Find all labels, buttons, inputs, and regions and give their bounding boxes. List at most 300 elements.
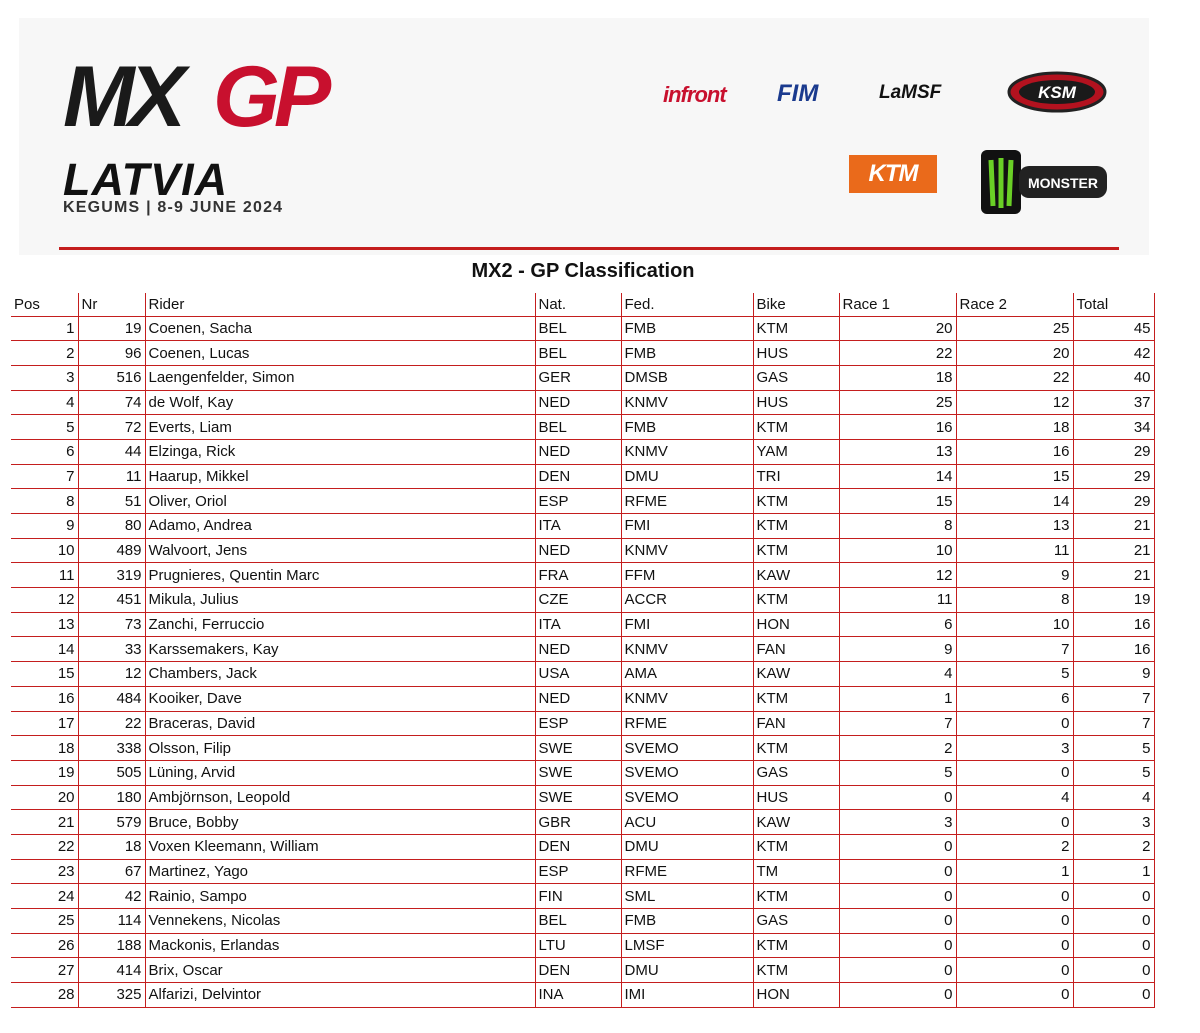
cell-rider: Laengenfelder, Simon [145, 365, 535, 390]
cell-nat: DEN [535, 464, 621, 489]
cell-pos: 4 [11, 390, 78, 415]
cell-race1: 12 [839, 563, 956, 588]
cell-nr: 414 [78, 958, 145, 983]
cell-total: 0 [1073, 884, 1154, 909]
cell-total: 21 [1073, 514, 1154, 539]
cell-race1: 25 [839, 390, 956, 415]
cell-race2: 7 [956, 637, 1073, 662]
table-row [11, 686, 1154, 711]
table-row [11, 415, 1154, 440]
cell-total: 0 [1073, 983, 1154, 1008]
cell-pos: 23 [11, 859, 78, 884]
cell-rider: Karssemakers, Kay [145, 637, 535, 662]
cell-total: 7 [1073, 686, 1154, 711]
cell-nr: 73 [78, 612, 145, 637]
cell-fed: SML [621, 884, 753, 909]
table-row [11, 810, 1154, 835]
table-row [11, 390, 1154, 415]
cell-bike: KTM [753, 686, 839, 711]
cell-race1: 10 [839, 538, 956, 563]
cell-rider: Kooiker, Dave [145, 686, 535, 711]
cell-nr: 19 [78, 316, 145, 341]
table-row [11, 662, 1154, 687]
cell-fed: DMU [621, 958, 753, 983]
cell-bike: KAW [753, 563, 839, 588]
cell-race2: 11 [956, 538, 1073, 563]
cell-total: 40 [1073, 365, 1154, 390]
cell-race2: 20 [956, 341, 1073, 366]
table-row [11, 439, 1154, 464]
cell-rider: Mackonis, Erlandas [145, 933, 535, 958]
cell-pos: 27 [11, 958, 78, 983]
cell-nr: 484 [78, 686, 145, 711]
cell-fed: SVEMO [621, 760, 753, 785]
cell-race2: 2 [956, 834, 1073, 859]
cell-bike: KTM [753, 834, 839, 859]
cell-total: 4 [1073, 785, 1154, 810]
cell-bike: HUS [753, 390, 839, 415]
cell-bike: KTM [753, 588, 839, 613]
cell-nat: ITA [535, 514, 621, 539]
col-bike: Bike [753, 293, 839, 316]
cell-nr: 22 [78, 711, 145, 736]
cell-race2: 9 [956, 563, 1073, 588]
cell-race2: 10 [956, 612, 1073, 637]
table-row [11, 785, 1154, 810]
cell-race1: 4 [839, 662, 956, 687]
cell-pos: 18 [11, 736, 78, 761]
fim-logo: FIM [777, 80, 819, 107]
cell-race1: 2 [839, 736, 956, 761]
cell-bike: HON [753, 983, 839, 1008]
cell-nr: 67 [78, 859, 145, 884]
cell-race2: 5 [956, 662, 1073, 687]
cell-nat: ITA [535, 612, 621, 637]
cell-total: 45 [1073, 316, 1154, 341]
col-pos: Pos [11, 293, 78, 316]
cell-nat: ESP [535, 859, 621, 884]
cell-race2: 16 [956, 439, 1073, 464]
cell-race2: 0 [956, 983, 1073, 1008]
cell-pos: 9 [11, 514, 78, 539]
svg-text:MONSTER: MONSTER [1028, 175, 1098, 191]
cell-nr: 74 [78, 390, 145, 415]
cell-total: 3 [1073, 810, 1154, 835]
cell-pos: 28 [11, 983, 78, 1008]
cell-rider: Brix, Oscar [145, 958, 535, 983]
col-race1: Race 1 [839, 293, 956, 316]
cell-fed: FMB [621, 909, 753, 934]
cell-total: 16 [1073, 637, 1154, 662]
cell-bike: KAW [753, 810, 839, 835]
table-row [11, 316, 1154, 341]
cell-nr: 505 [78, 760, 145, 785]
cell-rider: Rainio, Sampo [145, 884, 535, 909]
table-row [11, 341, 1154, 366]
cell-nr: 51 [78, 489, 145, 514]
cell-race2: 8 [956, 588, 1073, 613]
svg-text:MX: MX [63, 58, 180, 138]
cell-nat: DEN [535, 834, 621, 859]
cell-nat: NED [535, 637, 621, 662]
cell-race1: 0 [839, 785, 956, 810]
cell-nr: 12 [78, 662, 145, 687]
cell-pos: 17 [11, 711, 78, 736]
cell-total: 21 [1073, 563, 1154, 588]
cell-bike: HON [753, 612, 839, 637]
cell-bike: KTM [753, 958, 839, 983]
col-nr: Nr [78, 293, 145, 316]
cell-fed: LMSF [621, 933, 753, 958]
cell-nat: NED [535, 390, 621, 415]
cell-nat: BEL [535, 909, 621, 934]
cell-pos: 5 [11, 415, 78, 440]
cell-nat: NED [535, 439, 621, 464]
cell-nat: GBR [535, 810, 621, 835]
cell-nr: 579 [78, 810, 145, 835]
cell-nr: 338 [78, 736, 145, 761]
table-row [11, 365, 1154, 390]
cell-nr: 516 [78, 365, 145, 390]
cell-total: 29 [1073, 439, 1154, 464]
table-row [11, 563, 1154, 588]
cell-nat: BEL [535, 341, 621, 366]
cell-rider: Coenen, Sacha [145, 316, 535, 341]
cell-pos: 26 [11, 933, 78, 958]
col-rider: Rider [145, 293, 535, 316]
cell-nat: FRA [535, 563, 621, 588]
ksm-logo [1007, 70, 1107, 114]
table-row [11, 464, 1154, 489]
cell-pos: 13 [11, 612, 78, 637]
cell-nr: 11 [78, 464, 145, 489]
cell-race1: 7 [839, 711, 956, 736]
cell-nr: 18 [78, 834, 145, 859]
cell-total: 5 [1073, 760, 1154, 785]
table-row [11, 736, 1154, 761]
cell-race1: 5 [839, 760, 956, 785]
cell-rider: Chambers, Jack [145, 662, 535, 687]
cell-total: 21 [1073, 538, 1154, 563]
cell-rider: Zanchi, Ferruccio [145, 612, 535, 637]
cell-bike: FAN [753, 637, 839, 662]
cell-race1: 0 [839, 958, 956, 983]
cell-nat: INA [535, 983, 621, 1008]
cell-rider: Vennekens, Nicolas [145, 909, 535, 934]
cell-race1: 20 [839, 316, 956, 341]
table-row [11, 909, 1154, 934]
cell-bike: GAS [753, 365, 839, 390]
cell-nr: 72 [78, 415, 145, 440]
cell-fed: KNMV [621, 637, 753, 662]
cell-nat: DEN [535, 958, 621, 983]
cell-race2: 0 [956, 810, 1073, 835]
table-row [11, 514, 1154, 539]
cell-rider: Bruce, Bobby [145, 810, 535, 835]
cell-race1: 22 [839, 341, 956, 366]
cell-nr: 114 [78, 909, 145, 934]
cell-fed: KNMV [621, 390, 753, 415]
mxgp-logo [63, 58, 383, 138]
cell-rider: Elzinga, Rick [145, 439, 535, 464]
classification-table [11, 293, 1155, 1008]
cell-rider: Martinez, Yago [145, 859, 535, 884]
cell-bike: KTM [753, 514, 839, 539]
cell-fed: RFME [621, 859, 753, 884]
table-row [11, 538, 1154, 563]
cell-total: 19 [1073, 588, 1154, 613]
cell-race1: 0 [839, 983, 956, 1008]
cell-race2: 18 [956, 415, 1073, 440]
monster-energy-logo [981, 146, 1111, 218]
cell-total: 5 [1073, 736, 1154, 761]
cell-race1: 1 [839, 686, 956, 711]
cell-bike: GAS [753, 760, 839, 785]
cell-total: 2 [1073, 834, 1154, 859]
cell-rider: Everts, Liam [145, 415, 535, 440]
cell-race1: 13 [839, 439, 956, 464]
table-row [11, 760, 1154, 785]
cell-fed: FMI [621, 612, 753, 637]
cell-bike: KTM [753, 415, 839, 440]
table-row [11, 933, 1154, 958]
cell-nat: USA [535, 662, 621, 687]
table-row [11, 489, 1154, 514]
cell-race2: 0 [956, 909, 1073, 934]
cell-rider: Prugnieres, Quentin Marc [145, 563, 535, 588]
cell-nr: 319 [78, 563, 145, 588]
cell-race2: 6 [956, 686, 1073, 711]
event-name: LATVIA [63, 154, 229, 205]
cell-bike: KTM [753, 933, 839, 958]
cell-total: 0 [1073, 909, 1154, 934]
cell-race2: 0 [956, 958, 1073, 983]
cell-race1: 0 [839, 834, 956, 859]
cell-race2: 13 [956, 514, 1073, 539]
table-row [11, 884, 1154, 909]
cell-nr: 325 [78, 983, 145, 1008]
cell-total: 42 [1073, 341, 1154, 366]
cell-fed: SVEMO [621, 736, 753, 761]
cell-nat: SWE [535, 785, 621, 810]
results-body [11, 316, 1154, 1007]
cell-bike: HUS [753, 785, 839, 810]
header-row [11, 293, 1154, 316]
cell-bike: KTM [753, 736, 839, 761]
cell-pos: 20 [11, 785, 78, 810]
cell-rider: Coenen, Lucas [145, 341, 535, 366]
cell-nat: LTU [535, 933, 621, 958]
col-fed: Fed. [621, 293, 753, 316]
cell-race2: 14 [956, 489, 1073, 514]
cell-nr: 188 [78, 933, 145, 958]
cell-pos: 6 [11, 439, 78, 464]
cell-nat: GER [535, 365, 621, 390]
table-row [11, 834, 1154, 859]
cell-fed: DMU [621, 464, 753, 489]
cell-fed: KNMV [621, 439, 753, 464]
cell-total: 34 [1073, 415, 1154, 440]
cell-total: 7 [1073, 711, 1154, 736]
cell-rider: Haarup, Mikkel [145, 464, 535, 489]
cell-total: 1 [1073, 859, 1154, 884]
cell-nr: 451 [78, 588, 145, 613]
cell-pos: 15 [11, 662, 78, 687]
cell-total: 37 [1073, 390, 1154, 415]
lamsf-logo: LaMSF [879, 82, 942, 103]
cell-rider: Olsson, Filip [145, 736, 535, 761]
cell-fed: DMU [621, 834, 753, 859]
page-title: MX2 - GP Classification [471, 260, 695, 282]
svg-text:KSM: KSM [1038, 83, 1076, 102]
cell-race2: 0 [956, 933, 1073, 958]
cell-race1: 14 [839, 464, 956, 489]
cell-race2: 15 [956, 464, 1073, 489]
cell-nat: ESP [535, 711, 621, 736]
cell-race1: 11 [839, 588, 956, 613]
cell-nat: BEL [535, 316, 621, 341]
cell-total: 0 [1073, 958, 1154, 983]
cell-pos: 24 [11, 884, 78, 909]
cell-bike: KTM [753, 538, 839, 563]
cell-fed: FFM [621, 563, 753, 588]
cell-fed: FMB [621, 316, 753, 341]
table-row [11, 958, 1154, 983]
cell-rider: Braceras, David [145, 711, 535, 736]
ktm-logo: KTM [849, 155, 937, 193]
cell-total: 29 [1073, 489, 1154, 514]
col-total: Total [1073, 293, 1154, 316]
cell-total: 29 [1073, 464, 1154, 489]
cell-fed: KNMV [621, 538, 753, 563]
cell-rider: Mikula, Julius [145, 588, 535, 613]
cell-fed: SVEMO [621, 785, 753, 810]
cell-pos: 2 [11, 341, 78, 366]
cell-pos: 14 [11, 637, 78, 662]
cell-bike: KTM [753, 884, 839, 909]
event-subtitle: KEGUMS | 8-9 JUNE 2024 [63, 199, 284, 216]
svg-text:GP: GP [213, 58, 326, 138]
cell-pos: 3 [11, 365, 78, 390]
cell-race1: 8 [839, 514, 956, 539]
cell-bike: FAN [753, 711, 839, 736]
cell-nr: 33 [78, 637, 145, 662]
cell-bike: TRI [753, 464, 839, 489]
cell-rider: Adamo, Andrea [145, 514, 535, 539]
cell-race1: 0 [839, 859, 956, 884]
cell-fed: FMB [621, 341, 753, 366]
col-race2: Race 2 [956, 293, 1073, 316]
table-row [11, 612, 1154, 637]
cell-pos: 22 [11, 834, 78, 859]
cell-bike: KTM [753, 489, 839, 514]
cell-nat: SWE [535, 736, 621, 761]
cell-pos: 25 [11, 909, 78, 934]
table-row [11, 859, 1154, 884]
cell-race2: 0 [956, 884, 1073, 909]
cell-nat: SWE [535, 760, 621, 785]
cell-nat: NED [535, 538, 621, 563]
cell-rider: Ambjörnson, Leopold [145, 785, 535, 810]
cell-bike: KAW [753, 662, 839, 687]
cell-total: 9 [1073, 662, 1154, 687]
cell-nr: 180 [78, 785, 145, 810]
cell-bike: HUS [753, 341, 839, 366]
table-row [11, 588, 1154, 613]
brush-stripe [59, 246, 1119, 251]
cell-pos: 11 [11, 563, 78, 588]
cell-rider: Walvoort, Jens [145, 538, 535, 563]
cell-pos: 19 [11, 760, 78, 785]
cell-nat: ESP [535, 489, 621, 514]
cell-nr: 489 [78, 538, 145, 563]
cell-fed: KNMV [621, 686, 753, 711]
cell-nr: 80 [78, 514, 145, 539]
cell-total: 16 [1073, 612, 1154, 637]
cell-fed: ACCR [621, 588, 753, 613]
cell-rider: Oliver, Oriol [145, 489, 535, 514]
cell-race1: 16 [839, 415, 956, 440]
table-row [11, 637, 1154, 662]
cell-race2: 25 [956, 316, 1073, 341]
cell-race1: 6 [839, 612, 956, 637]
cell-rider: Alfarizi, Delvintor [145, 983, 535, 1008]
col-nat: Nat. [535, 293, 621, 316]
cell-pos: 7 [11, 464, 78, 489]
cell-race2: 22 [956, 365, 1073, 390]
table-row [11, 983, 1154, 1008]
cell-total: 0 [1073, 933, 1154, 958]
cell-rider: Voxen Kleemann, William [145, 834, 535, 859]
cell-pos: 10 [11, 538, 78, 563]
cell-rider: de Wolf, Kay [145, 390, 535, 415]
cell-race1: 0 [839, 909, 956, 934]
cell-race1: 9 [839, 637, 956, 662]
cell-nat: CZE [535, 588, 621, 613]
cell-race2: 3 [956, 736, 1073, 761]
cell-pos: 16 [11, 686, 78, 711]
cell-bike: KTM [753, 316, 839, 341]
cell-fed: IMI [621, 983, 753, 1008]
cell-race1: 3 [839, 810, 956, 835]
cell-fed: DMSB [621, 365, 753, 390]
cell-race2: 4 [956, 785, 1073, 810]
cell-race2: 12 [956, 390, 1073, 415]
cell-race1: 0 [839, 933, 956, 958]
infront-logo: infront [663, 82, 726, 107]
table-row [11, 711, 1154, 736]
cell-race2: 0 [956, 760, 1073, 785]
cell-fed: FMI [621, 514, 753, 539]
cell-nat: NED [535, 686, 621, 711]
cell-race2: 1 [956, 859, 1073, 884]
cell-pos: 8 [11, 489, 78, 514]
cell-race1: 15 [839, 489, 956, 514]
cell-bike: YAM [753, 439, 839, 464]
cell-bike: TM [753, 859, 839, 884]
cell-rider: Lüning, Arvid [145, 760, 535, 785]
cell-pos: 21 [11, 810, 78, 835]
cell-fed: FMB [621, 415, 753, 440]
cell-pos: 1 [11, 316, 78, 341]
cell-nr: 96 [78, 341, 145, 366]
cell-bike: GAS [753, 909, 839, 934]
cell-race1: 0 [839, 884, 956, 909]
cell-race1: 18 [839, 365, 956, 390]
cell-pos: 12 [11, 588, 78, 613]
cell-fed: RFME [621, 489, 753, 514]
cell-nat: FIN [535, 884, 621, 909]
